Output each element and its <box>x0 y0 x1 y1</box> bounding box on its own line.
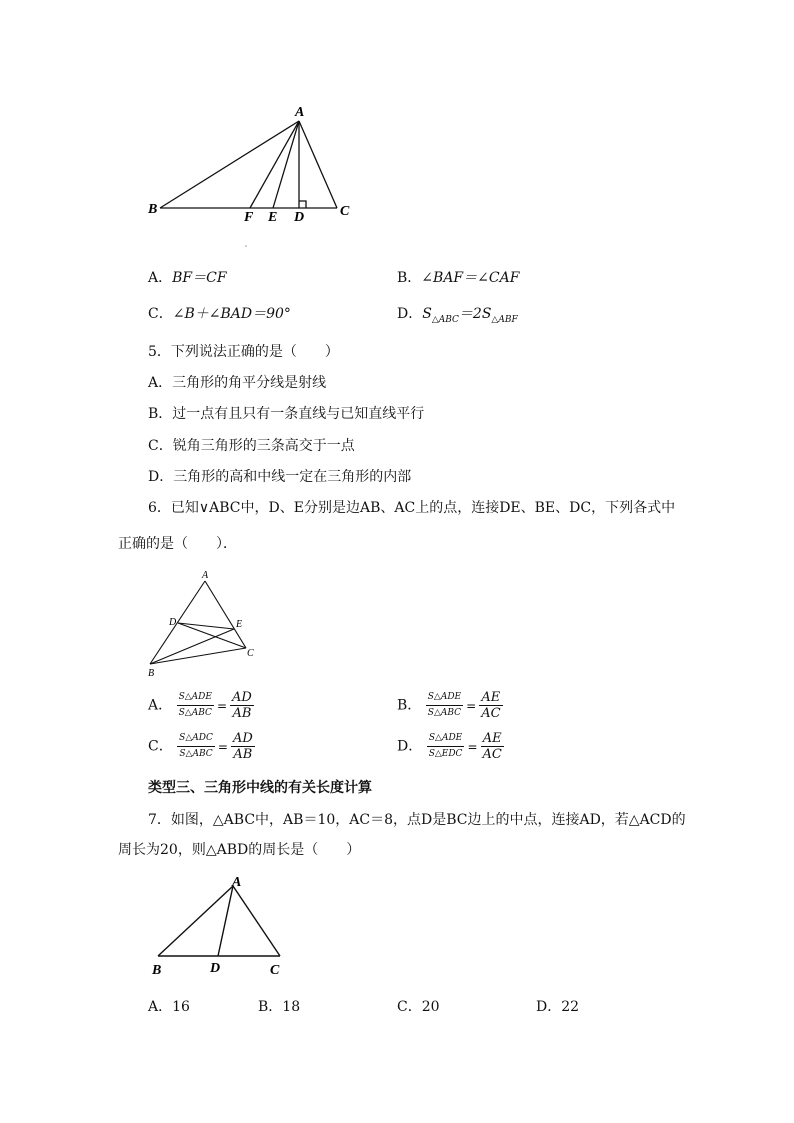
q7-label-A: A <box>232 875 242 890</box>
q5-stem: 5．下列说法正确的是（ ） <box>148 344 339 360</box>
q6-label-C: C <box>247 648 254 659</box>
q5-option-c[interactable]: C．锐角三角形的三条高交于一点 <box>148 438 355 454</box>
q6-option-b[interactable]: B． $\frac{\text{S△ADE}}{\text{S△ABC}}$ = $\frac{AE}{AC}$ <box>397 690 501 721</box>
q7-label-B: B <box>152 963 162 978</box>
q4-option-d[interactable]: D．$S_{\triangle ABC}=2S_{\triangle ABF}$ <box>397 306 518 325</box>
q6-stem-line1: 6．已知∨ABC中，D、E分别是边AB、AC上的点，连接DE、BE、DC，下列各式中 <box>148 500 676 516</box>
q7-label-D: D <box>210 961 221 976</box>
q7-option-b[interactable]: B．18 <box>258 999 301 1015</box>
q6-label-D: D <box>169 617 177 628</box>
q4-triangle-figure <box>140 100 370 250</box>
q4-label-D: D <box>294 210 305 225</box>
q4-label-A: A <box>295 105 305 120</box>
q4-label-C: C <box>340 204 350 219</box>
q6-stem-line2: 正确的是（ ）． <box>118 536 237 552</box>
q7-option-d[interactable]: D．22 <box>536 999 580 1015</box>
q7-option-a[interactable]: A．16 <box>148 999 190 1015</box>
q5-option-a[interactable]: A．三角形的角平分线是射线 <box>148 375 327 391</box>
q5-option-b[interactable]: B．过一点有且只有一条直线与已知直线平行 <box>148 406 425 422</box>
q4-option-c[interactable]: C．∠B＋∠BAD＝90° <box>148 306 291 322</box>
q7-stem-line2: 周长为20，则△ABD的周长是（ ） <box>118 842 361 858</box>
q4-label-F: F <box>244 210 254 225</box>
q4-label-E: E <box>268 210 278 225</box>
q4-option-a[interactable]: A．BF＝CF <box>148 270 227 286</box>
q4-option-b[interactable]: B．∠BAF＝∠CAF <box>397 270 520 286</box>
q4-label-B: B <box>148 202 158 217</box>
q6-option-c[interactable]: C． $\frac{\text{S△ADC}}{\text{S△ABC}}$ = $\frac{AD}{AB}$ <box>148 731 253 762</box>
q6-triangle-figure <box>140 566 270 684</box>
q7-stem-line1: 7．如图，△ABC中，AB＝10，AC＝8，点D是BC边上的中点，连接AD，若△ACD的 <box>148 812 686 828</box>
section-heading: 类型三、三角形中线的有关长度计算 <box>148 780 372 796</box>
q7-label-C: C <box>270 963 280 978</box>
q6-option-d[interactable]: D． $\frac{\text{S△ADE}}{\text{S△EDC}}$ = $\frac{AE}{AC}$ <box>397 731 502 762</box>
q5-option-d[interactable]: D．三角形的高和中线一定在三角形的内部 <box>148 469 412 485</box>
q6-option-a[interactable]: A． $\frac{\text{S△ADE}}{\text{S△ABC}}$ = $\frac{AD}{AB}$ <box>148 690 252 721</box>
q6-label-B: B <box>148 668 155 679</box>
q7-triangle-figure <box>140 868 300 983</box>
q7-option-c[interactable]: C．20 <box>397 999 440 1015</box>
q6-label-A: A <box>202 570 209 581</box>
q6-label-E: E <box>236 619 243 630</box>
